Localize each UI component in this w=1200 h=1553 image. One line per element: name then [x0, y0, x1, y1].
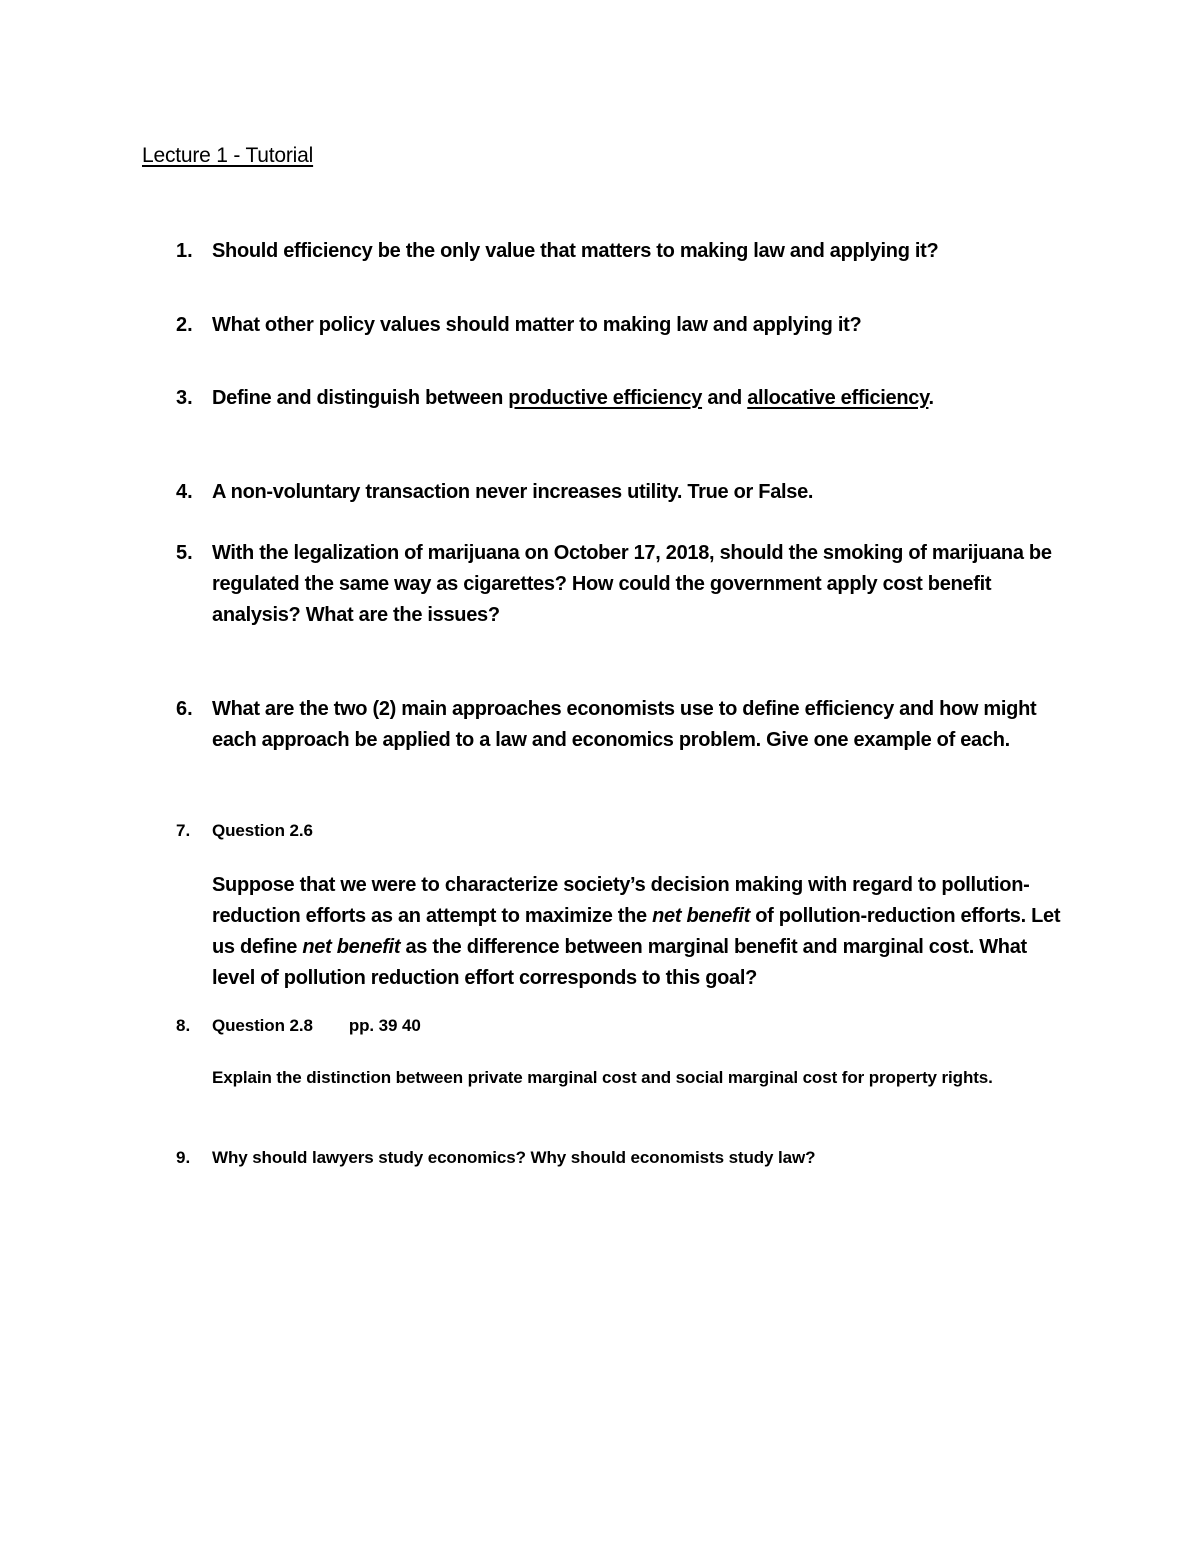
question-part: Suppose that we were to characterize society’s decision making with regard to pollution-reduction efforts as an attempt to maximize the — [212, 874, 1030, 927]
question-part: as the difference between marginal benefit and marginal cost. What level of pollution reduction effort corresponds to this goal? — [212, 936, 1027, 989]
question-number: 3. — [176, 387, 193, 409]
question-text: Explain the distinction between private marginal cost and social marginal cost for property rights. — [212, 1068, 993, 1087]
question-number: 7. — [176, 821, 191, 840]
question-text: Should efficiency be the only value that matters to making law and applying it? — [212, 240, 939, 262]
question-number: 2. — [176, 314, 193, 336]
question-number: 1. — [176, 240, 193, 262]
question-suffix: . — [928, 387, 934, 409]
question-heading — [212, 1013, 1062, 1039]
question-number: 6. — [176, 698, 193, 720]
term-productive-efficiency: productive efficiency — [508, 387, 703, 409]
term-allocative-efficiency: allocative efficiency — [747, 387, 929, 409]
question-heading: Question 2.6 — [212, 821, 313, 840]
page-reference: pp. 39 40 — [348, 1016, 421, 1035]
term-net-benefit: net benefit — [652, 905, 750, 927]
term-net-benefit: net benefit — [302, 936, 401, 958]
question-number: 5. — [176, 542, 193, 564]
question-text: Why should lawyers study economics? Why should economists study law? — [212, 1148, 816, 1167]
question-text: With the legalization of marijuana on October 17, 2018, should the smoking of marijuana be regulated the same way as cigarettes? How could the government apply cost benefit analysis? What are the issues? — [212, 542, 1052, 626]
question-text: What other policy values should matter to making law and applying it? — [212, 314, 862, 336]
question-mid: and — [702, 387, 748, 409]
question-text: A non-voluntary transaction never increases utility. True or False. — [212, 481, 814, 503]
question-number: 4. — [176, 481, 193, 503]
question-number: 8. — [176, 1016, 191, 1035]
question-text — [212, 870, 1062, 994]
question-text — [212, 383, 1062, 414]
question-label: Question 2.8 — [212, 1016, 313, 1035]
question-text: What are the two (2) main approaches economists use to define efficiency and how might each approach be applied to a law and economics problem. Give one example of each. — [212, 698, 1037, 751]
question-part: of pollution-reduction efforts. Let us define — [212, 905, 1061, 958]
question-number: 9. — [176, 1148, 191, 1167]
page-title: Lecture 1 - Tutorial — [142, 144, 314, 167]
question-prefix: Define and distinguish between — [212, 387, 509, 409]
